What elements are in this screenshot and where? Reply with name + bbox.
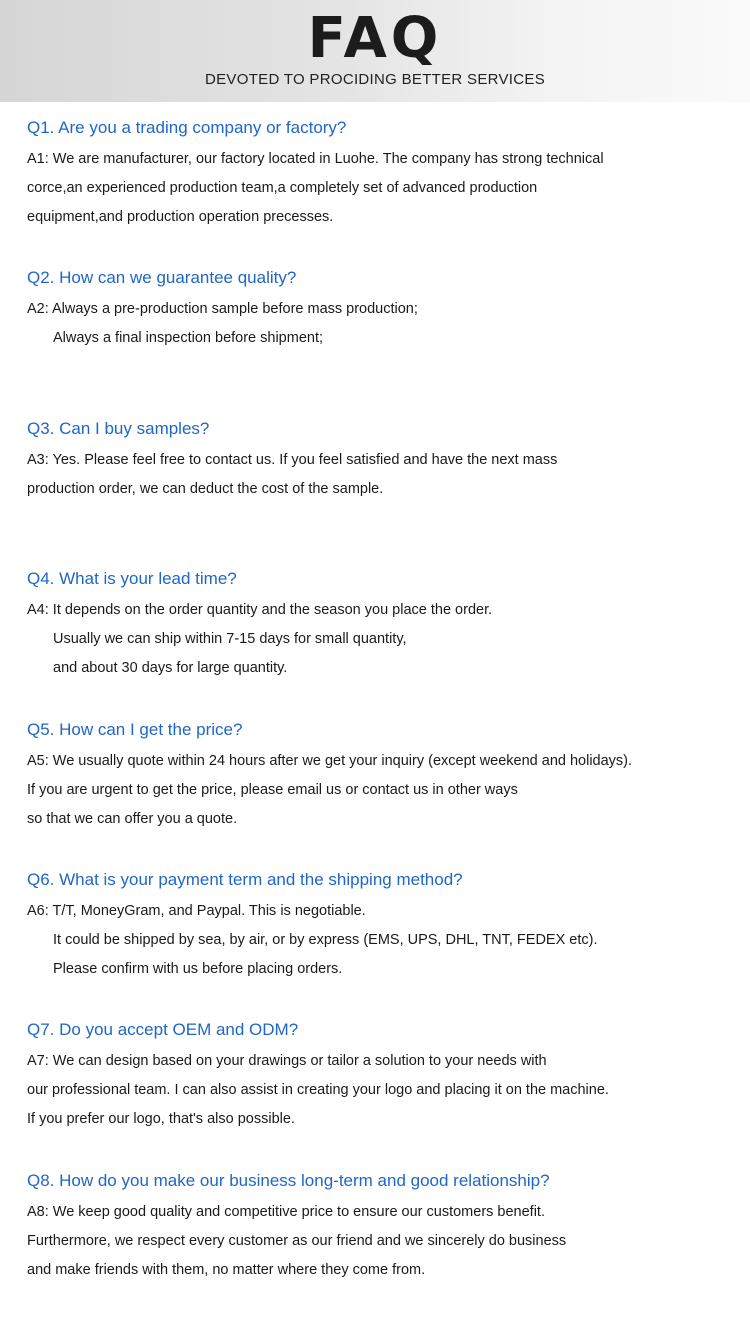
faq-answer-line: and make friends with them, no matter where they come from. xyxy=(27,1261,426,1278)
faq-item-3 xyxy=(27,417,742,567)
faq-answer-line: and about 30 days for large quantity. xyxy=(53,660,288,677)
faq-item-8 xyxy=(27,1169,742,1319)
page-subtitle: DEVOTED TO PROCIDING BETTER SERVICES xyxy=(204,71,546,88)
faq-answer-line: production order, we can deduct the cost of the sample. xyxy=(27,480,384,497)
faq-question: Q5. How can I get the price? xyxy=(27,719,243,739)
faq-answer-line: A8: We keep good quality and competitive price to ensure our customers benefit. xyxy=(27,1203,545,1220)
faq-item-2 xyxy=(27,266,742,416)
faq-answer-line: Always a final inspection before shipment; xyxy=(53,330,324,347)
faq-item-1 xyxy=(27,116,742,266)
faq-answer-line: If you prefer our logo, that's also possible. xyxy=(27,1111,295,1128)
faq-question: Q1. Are you a trading company or factory? xyxy=(27,118,347,137)
faq-question: Q3. Can I buy samples? xyxy=(27,418,210,438)
faq-answer-line: It could be shipped by sea, by air, or by express (EMS, UPS, DHL, TNT, FEDEX etc). xyxy=(53,931,598,948)
faq-question: Q8. How do you make our business long-term and good relationship? xyxy=(27,1170,550,1190)
faq-answer-line: A5: We usually quote within 24 hours after we get your inquiry (except weekend and holidays). xyxy=(27,752,633,769)
faq-answer-line: A6: T/T, MoneyGram, and Paypal. This is negotiable. xyxy=(27,902,366,919)
faq-answer-line: equipment,and production operation precesses. xyxy=(27,209,334,225)
faq-answer-line: A4: It depends on the order quantity and the season you place the order. xyxy=(27,602,493,619)
faq-item-5 xyxy=(27,718,742,868)
faq-answer-line: our professional team. I can also assist in creating your logo and placing it on the machine. xyxy=(27,1082,609,1099)
faq-answer-line: A7: We can design based on your drawings or tailor a solution to your needs with xyxy=(27,1053,547,1070)
faq-header-banner xyxy=(0,0,750,102)
faq-answer-line: A3: Yes. Please feel free to contact us. If you feel satisfied and have the next mass xyxy=(27,451,558,468)
faq-question: Q7. Do you accept OEM and ODM? xyxy=(27,1020,299,1040)
faq-item-4 xyxy=(27,567,742,717)
faq-item-7 xyxy=(27,1018,742,1168)
faq-answer-line: Please confirm with us before placing orders. xyxy=(53,960,343,977)
faq-answer-line: Furthermore, we respect every customer as our friend and we sincerely do business xyxy=(27,1232,567,1249)
faq-item-6 xyxy=(27,868,742,1018)
faq-answer-line: A2: Always a pre-production sample before mass production; xyxy=(27,301,418,318)
faq-answer-line: Usually we can ship within 7-15 days for small quantity, xyxy=(53,631,407,648)
page-title: FAQ xyxy=(307,6,443,71)
faq-answer-line: If you are urgent to get the price, please email us or contact us in other ways xyxy=(27,781,518,798)
faq-answer-line: corce,an experienced production team,a completely set of advanced production xyxy=(27,180,538,196)
faq-answer-line: A1: We are manufacturer, our factory located in Luohe. The company has strong technical xyxy=(27,151,604,167)
faq-question: Q6. What is your payment term and the shipping method? xyxy=(27,869,463,889)
faq-question: Q4. What is your lead time? xyxy=(27,569,237,589)
faq-question: Q2. How can we guarantee quality? xyxy=(27,268,297,288)
faq-answer-line: so that we can offer you a quote. xyxy=(27,810,238,827)
faq-list xyxy=(27,116,742,1319)
